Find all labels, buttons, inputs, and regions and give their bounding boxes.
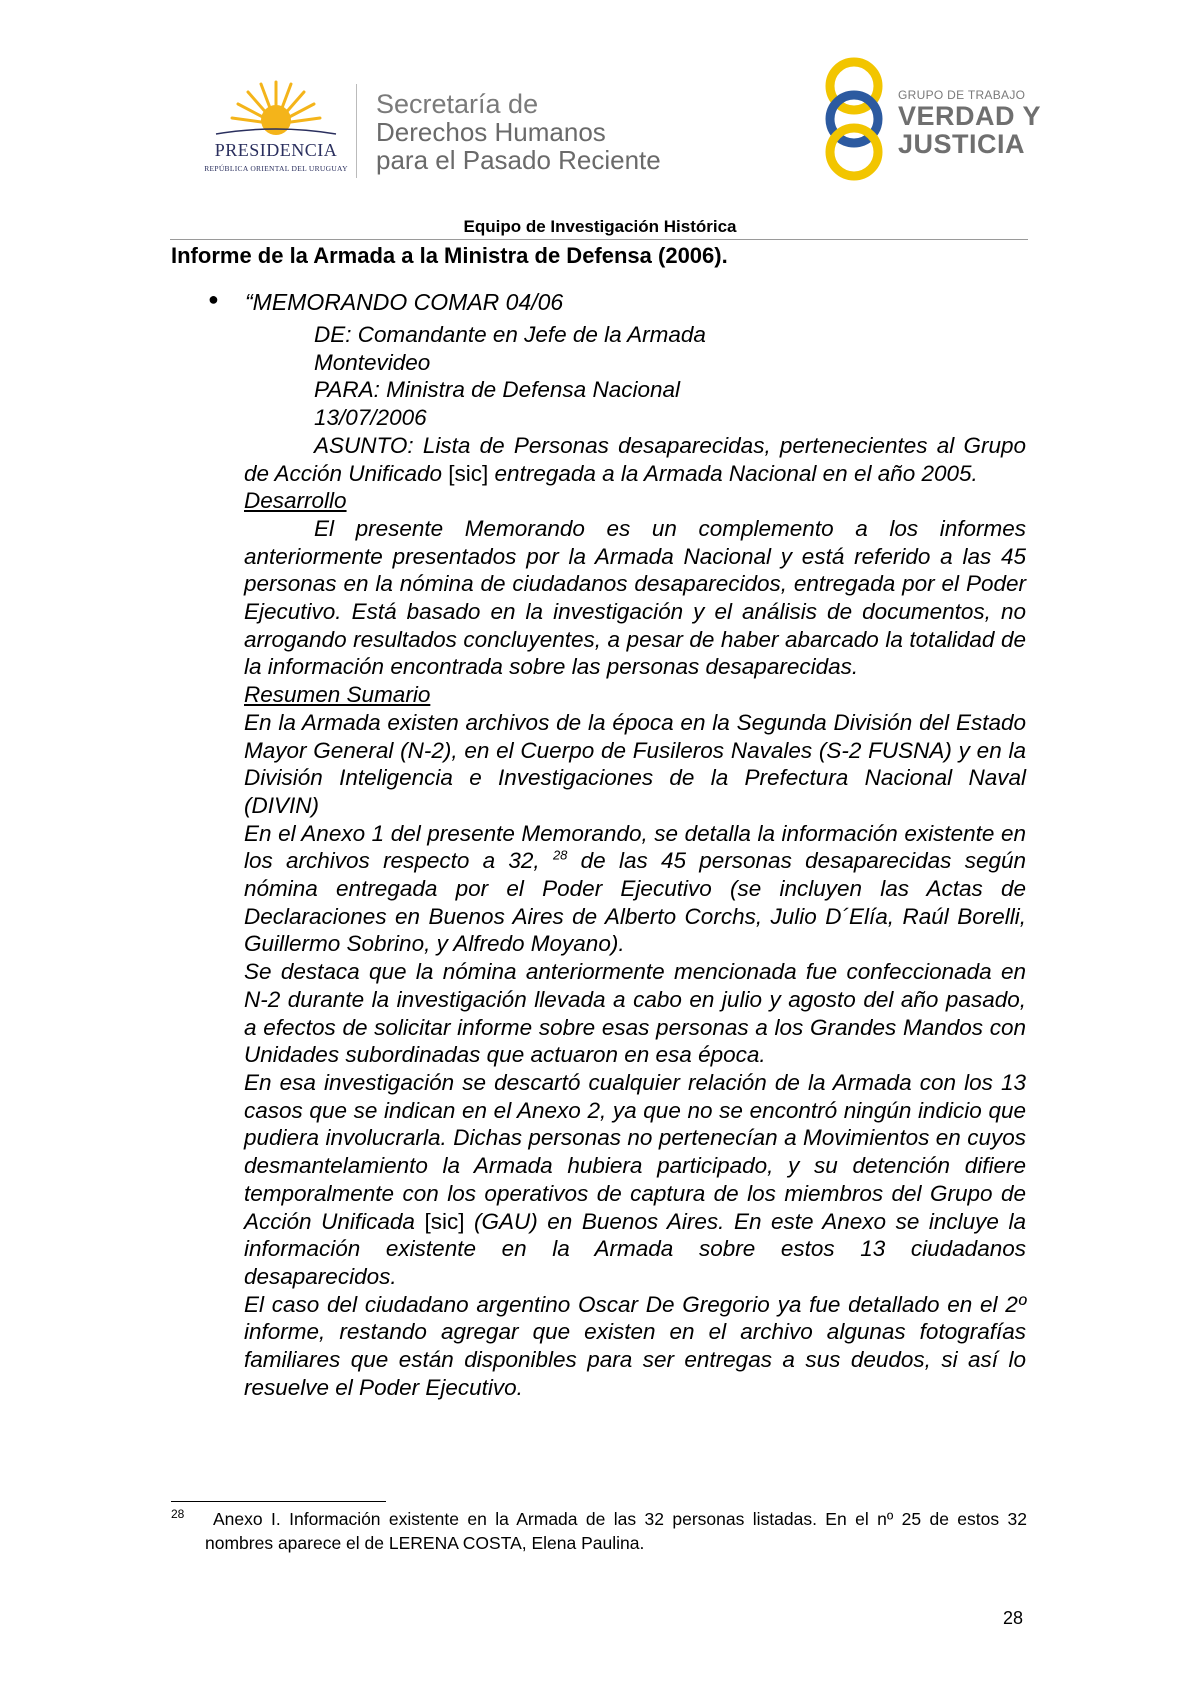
footnote-text <box>205 1508 1027 1555</box>
memo-lugar: Montevideo <box>314 349 431 375</box>
footnote-reference[interactable]: 28 <box>552 847 568 863</box>
grupo-de-trabajo-label: GRUPO DE TRABAJO <box>898 88 1026 102</box>
p2-text-b: de las 45 personas desaparecidas según nómina entregada por el Poder Ejecutivo (se incluyen las Actas de Declaraciones en Buenos Aires de Alberto Corchs, Julio D´Elía, Raúl Borelli, Guillermo Sobrino, y Alfredo Moyano). <box>244 848 1026 957</box>
memo-asunto <box>244 432 1026 487</box>
asunto-sic: [sic] <box>448 460 489 486</box>
memo-para: PARA: Ministra de Defensa Nacional <box>314 377 680 403</box>
memo-de: DE: Comandante en Jefe de la Armada <box>314 322 706 347</box>
bullet-icon: ● <box>208 289 219 309</box>
header-rule <box>170 239 1028 240</box>
asunto-text-a: ASUNTO: Lista de Personas desaparecidas, pertenecientes al Grupo de Acción Unificado <box>244 432 1026 486</box>
presidencia-logo <box>196 80 356 180</box>
memo-fecha: 13/07/2006 <box>314 405 427 431</box>
desarrollo-label: Desarrollo <box>244 488 347 514</box>
resumen-paragraph-2 <box>244 820 1026 959</box>
memo-body <box>244 321 1026 1401</box>
page-number: 28 <box>1003 1608 1024 1628</box>
footnote-rule <box>171 1501 386 1502</box>
desarrollo-heading <box>244 487 1026 515</box>
p4-text-a: En esa investigación se descartó cualquier relación de la Armada con los 13 casos que se indican en el Anexo 2, ya que no se encontró ningún indicio que pudiera involucrarla. Dichas personas no pertenecían a Movimientos en cuyos desmantelamiento la Armada hubiera participado, y su detención difiere temporalmente con los operativos de captura de los miembros del Grupo de Acción Unificada <box>244 1069 1026 1234</box>
interlocked-rings-icon <box>820 56 910 182</box>
justicia-label: JUSTICIA <box>898 129 1026 159</box>
running-head: Equipo de Investigación Histórica <box>463 217 737 236</box>
memo-heading: “MEMORANDO COMAR 04/06 <box>245 289 564 315</box>
asunto-text-b: entregada a la Armada Nacional en el año 2005. <box>488 460 978 486</box>
verdad-justicia-wordmark <box>898 88 1041 158</box>
header-divider <box>356 84 357 178</box>
desarrollo-paragraph: El presente Memorando es un complemento a los informes anteriormente presentados por la Armada Nacional y está referido a las 45 personas en la nómina de ciudadanos desaparecidos, entregada por el Poder Ejecutivo. Está basado en la investigación y el análisis de documentos, no arrogando resultados concluyentes, a pesar de haber abarcado la totalidad de la información encontrada sobre las personas desaparecidas. <box>244 515 1026 680</box>
sun-emblem-icon <box>196 80 356 142</box>
verdad-y-label: VERDAD Y <box>898 101 1042 131</box>
presidencia-subtitle: REPÚBLICA ORIENTAL DEL URUGUAY <box>204 164 348 173</box>
footnote-body: Anexo I. Información existente en la Armada de las 32 personas listadas. En el nº 25 de estos 32 nombres aparece el de LERENA COSTA, Elena Paulina. <box>205 1509 1027 1553</box>
secretaria-line-2: Derechos Humanos <box>376 117 606 147</box>
section-title: Informe de la Armada a la Ministra de Defensa (2006). <box>171 243 728 268</box>
resumen-paragraph-4 <box>244 1069 1026 1291</box>
resumen-paragraph-3: Se destaca que la nómina anteriormente mencionada fue confeccionada en N-2 durante la investigación llevada a cabo en julio y agosto del año pasado, a efectos de solicitar informe sobre esas personas a los Grandes Mandos con Unidades subordinadas que actuaron en esa época. <box>244 959 1026 1068</box>
secretaria-logo-text <box>376 90 661 174</box>
presidencia-wordmark: PRESIDENCIA <box>214 140 338 160</box>
verdad-justicia-rings-logo <box>820 56 910 182</box>
footnote-number: 28 <box>171 1507 185 1521</box>
resumen-paragraph-5: El caso del ciudadano argentino Oscar De Gregorio ya fue detallado en el 2º informe, restando agregar que existen en el archivo algunas fotografías familiares que están disponibles para ser entregas a sus deudos, si así lo resuelve el Poder Ejecutivo. <box>244 1291 1026 1400</box>
secretaria-line-3: para el Pasado Reciente <box>376 145 661 175</box>
p4-text-b: (GAU) en Buenos Aires. En este Anexo se incluye la información existente en la Armada sobre estos 13 ciudadanos desaparecidos. <box>244 1208 1026 1289</box>
p4-sic: [sic] <box>424 1208 465 1234</box>
resumen-heading <box>244 681 1026 709</box>
p2-text-a: En el Anexo 1 del presente Memorando, se detalla la información existente en los archivos respecto a 32, <box>244 820 1026 874</box>
secretaria-line-1: Secretaría de <box>376 89 539 119</box>
resumen-label: Resumen Sumario <box>244 682 431 708</box>
resumen-paragraph-1: En la Armada existen archivos de la época en la Segunda División del Estado Mayor General (N-2), en el Cuerpo de Fusileros Navales (S-2 FUSNA) y en la División Inteligencia e Investigaciones de la Prefectura Nacional Naval (DIVIN) <box>244 709 1026 818</box>
